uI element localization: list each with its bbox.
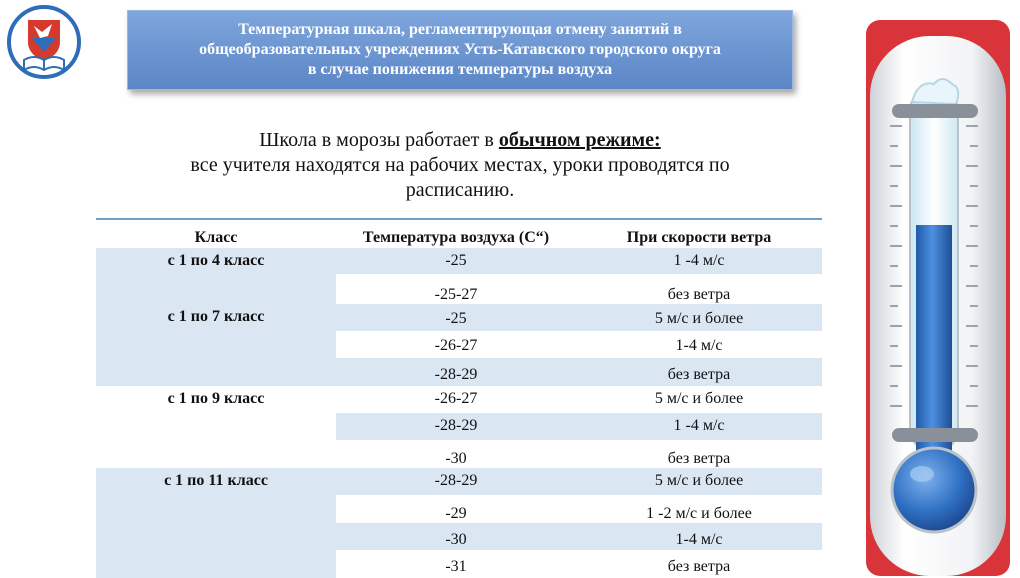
temperature-table (96, 218, 822, 578)
table-row (336, 440, 822, 468)
wind-cell: 5 м/с и более (654, 472, 744, 489)
temperature-cell: -29 (445, 505, 467, 522)
table-row (336, 413, 822, 440)
class-group-2 (96, 274, 336, 386)
temperature-cell: -31 (445, 558, 467, 575)
banner-line-2: общеобразовательных учреждениях Усть-Катавского городского округа (199, 41, 721, 58)
table-row (336, 550, 822, 578)
banner-line-3: в случае понижения температуры воздуха (307, 61, 613, 78)
wind-cell: 1-4 м/с (675, 337, 723, 354)
intro-emphasis: обычном режиме: (498, 129, 661, 151)
wind-cell: без ветра (667, 558, 731, 575)
class-group-1 (96, 248, 336, 274)
table-row (336, 495, 822, 523)
header-wind: При скорости ветра (626, 229, 772, 246)
title-banner (127, 10, 793, 90)
intro-line-1-text: Школа в морозы работает в (259, 129, 499, 151)
wind-cell: 1 -4 м/с (673, 252, 725, 269)
temperature-cell: -28-29 (434, 417, 478, 434)
wind-cell: 1 -4 м/с (673, 417, 725, 434)
temperature-cell: -25 (445, 310, 467, 327)
table-row (336, 358, 822, 386)
table-header (96, 220, 822, 248)
temperature-cell: -30 (445, 450, 467, 467)
intro-line-2: все учителя находятся на рабочих местах, уроки проводятся по (190, 154, 730, 176)
temperature-cell: -30 (445, 531, 467, 548)
table-row (336, 304, 822, 331)
thermometer-icon (866, 20, 1010, 576)
wind-cell: без ветра (667, 366, 731, 383)
intro-text (140, 128, 780, 203)
table-row (336, 468, 822, 495)
wind-cell: без ветра (667, 286, 731, 303)
table-row (336, 331, 822, 358)
table-row (336, 523, 822, 550)
class-label: с 1 по 7 класс (167, 308, 265, 325)
banner-line-1: Температурная шкала, регламентирующая отмену занятий в (238, 21, 682, 38)
header-temperature: Температура воздуха (С“) (362, 229, 550, 246)
temperature-cell: -26-27 (434, 390, 478, 407)
city-crest-book-icon (6, 4, 82, 84)
wind-cell: 1 -2 м/с и более (646, 505, 752, 522)
header-class: Класс (194, 229, 238, 246)
temperature-cell: -25 (445, 252, 467, 269)
temperature-cell: -26-27 (434, 337, 478, 354)
table-row (336, 248, 822, 274)
intro-line-1 (140, 128, 780, 153)
temperature-cell: -25-27 (434, 286, 478, 303)
intro-line-3: расписанию. (405, 179, 515, 201)
class-label: с 1 по 9 класс (167, 390, 265, 407)
class-group-3 (96, 386, 336, 468)
wind-cell: без ветра (667, 450, 731, 467)
wind-cell: 1-4 м/с (675, 531, 723, 548)
wind-cell: 5 м/с и более (654, 310, 744, 327)
class-label: с 1 по 4 класс (167, 252, 265, 269)
temperature-cell: -28-29 (434, 366, 478, 383)
table-row (336, 386, 822, 413)
class-group-4 (96, 468, 336, 578)
class-label: с 1 по 11 класс (164, 472, 268, 489)
table-row (336, 274, 822, 304)
wind-cell: 5 м/с и более (654, 390, 744, 407)
temperature-cell: -28-29 (434, 472, 478, 489)
